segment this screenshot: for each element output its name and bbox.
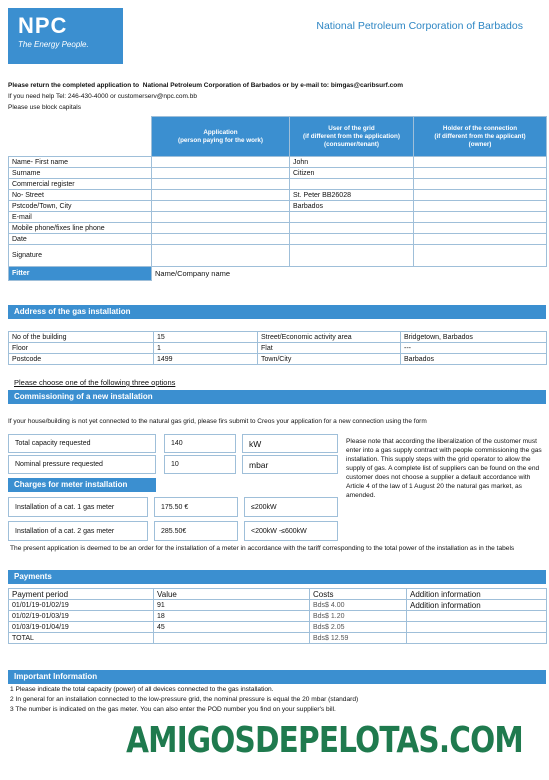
payment-period: TOTAL [9,633,154,644]
address-section-title: Address of the gas installation [8,305,546,319]
field-unit: mbar [242,455,338,474]
application-cell[interactable] [152,190,290,201]
holder-cell[interactable] [414,157,547,168]
address-value[interactable]: 1 [154,343,258,354]
address-label: No of the building [9,332,154,343]
application-cell[interactable] [152,245,290,267]
important-item: 3 The number is indicated on the gas meter. You can also enter the POD number you find on your supplier's bill. [10,706,336,713]
user-cell[interactable]: St. Peter BB26028 [290,190,414,201]
holder-cell[interactable] [414,168,547,179]
applicant-table [8,116,547,281]
important-item: 2 In general for an installation connected to the low-pressure grid, the nominal pressure is equal the 20 mbar (standard) [10,696,359,703]
watermark: AMIGOSDEPELOTAS.COM [126,720,523,761]
payment-info: Addition information [407,600,547,611]
row-label: E-mail [9,212,152,223]
application-cell[interactable] [152,157,290,168]
fitter-row [9,267,547,281]
address-label: Street/Economic activity area [258,332,401,343]
charge-label: Installation of a cat. 2 gas meter [8,521,148,541]
payments-title: Payments [8,570,546,584]
payment-period: 01/02/19-01/03/19 [9,611,154,622]
applicant-row [9,179,547,190]
commissioning-intro: If your house/building is not yet connected to the natural gas grid, please firs submit to Creos your application for a new connection using the form [8,418,427,425]
field-unit: kW [242,434,338,453]
holder-cell[interactable] [414,245,547,267]
row-label: Surname [9,168,152,179]
charge-range: <200kW -≤600kW [244,521,338,541]
help-line: If you need help Tel: 246-430-4000 or customerserv@npc.com.bb [8,93,197,100]
holder-cell[interactable] [414,179,547,190]
field-label: Total capacity requested [8,434,156,453]
address-table [8,331,547,365]
logo-name: NPC [18,13,68,38]
payment-value: 91 [154,600,310,611]
address-value[interactable]: 15 [154,332,258,343]
return-instructions [8,82,403,89]
payments-header-period: Payment period [9,589,154,600]
holder-cell[interactable] [414,234,547,245]
row-label: Mobile phone/fixes line phone [9,223,152,234]
address-row [9,343,547,354]
address-value[interactable]: 1499 [154,354,258,365]
user-cell[interactable] [290,179,414,190]
user-cell[interactable] [290,234,414,245]
field-value[interactable]: 10 [164,455,236,474]
payments-header-info: Addition information [407,589,547,600]
application-cell[interactable] [152,179,290,190]
field-value[interactable]: 140 [164,434,236,453]
payment-info [407,622,547,633]
capitals-note: Please use block capitals [8,104,81,111]
payments-row [9,633,547,644]
applicant-row [9,190,547,201]
user-cell[interactable] [290,212,414,223]
application-cell[interactable] [152,201,290,212]
header-user-of-grid: User of the grid (if different from the application) (consumer/tenant) [290,117,414,157]
application-cell[interactable] [152,223,290,234]
return-prefix: Please return the completed application to [8,82,140,89]
payment-info [407,611,547,622]
header-application: Application (person paying for the work) [152,117,290,157]
address-row [9,354,547,365]
choose-option-text: Please choose one of the following three options [14,378,176,387]
row-label: Date [9,234,152,245]
liberalization-note: Please note that according the liberalization of the customer must enter into a gas supply contract with people commissioning the gas installation. This supply steps with the grid operator to allow the supply of gas. A complete list of suppliers can be found on the end customer does not choose a supplier a default accordance with Article 4 of the law of 1 August 20 the natural gas market, as amended. [346,438,542,499]
applicant-row [9,223,547,234]
applicant-row [9,245,547,267]
important-title: Important Information [8,670,546,684]
holder-cell[interactable] [414,201,547,212]
user-cell[interactable] [290,245,414,267]
organization-name: National Petroleum Corporation of Barbados [316,20,523,32]
payment-cost: Bds$ 12.59 [310,633,407,644]
application-cell[interactable] [152,168,290,179]
application-cell[interactable] [152,212,290,223]
important-item: 1 Please indicate the total capacity (power) of all devices connected to the gas installation. [10,686,274,693]
payments-row [9,600,547,611]
commissioning-title: Commissioning of a new installation [8,390,546,404]
payments-header-costs: Costs [310,589,407,600]
return-org: National Petroleum Corporation of Barbados or by e-mail to: bimgas@caribsurf.com [142,82,403,89]
address-label: Floor [9,343,154,354]
charge-range: ≤200kW [244,497,338,517]
charges-title: Charges for meter installation [8,478,156,492]
field-label: Nominal pressure requested [8,455,156,474]
address-value[interactable]: Bridgetown, Barbados [401,332,547,343]
applicant-row [9,168,547,179]
payment-value: 18 [154,611,310,622]
charge-price: 175.50 € [154,497,238,517]
header-holder: Holder of the connection (if different from the applicant) (owner) [414,117,547,157]
address-label: Postcode [9,354,154,365]
charge-label: Installation of a cat. 1 gas meter [8,497,148,517]
applicant-row [9,201,547,212]
payments-row [9,611,547,622]
holder-cell[interactable] [414,190,547,201]
payments-table [8,588,547,644]
row-label: Commercial register [9,179,152,190]
npc-logo [8,8,123,64]
payment-period: 01/03/19-01/04/19 [9,622,154,633]
payments-header-value: Value [154,589,310,600]
charge-price: 285.50€ [154,521,238,541]
holder-cell[interactable] [414,223,547,234]
row-label: Pstcode/Town, City [9,201,152,212]
row-label: Name- First name [9,157,152,168]
user-cell[interactable]: Citizen [290,168,414,179]
payment-cost: Bds$ 2.05 [310,622,407,633]
payments-row [9,622,547,633]
application-cell[interactable] [152,234,290,245]
applicant-row [9,212,547,223]
address-label: Town/City [258,354,401,365]
applicant-row [9,157,547,168]
address-value[interactable]: Barbados [401,354,547,365]
payment-period: 01/01/19-01/02/19 [9,600,154,611]
row-label: Signature [9,245,152,267]
row-label: No- Street [9,190,152,201]
fitter-value[interactable]: Name/Company name [155,269,231,279]
address-row [9,332,547,343]
payment-cost: Bds$ 1.20 [310,611,407,622]
holder-cell[interactable] [414,212,547,223]
payments-header-row [9,589,547,600]
applicant-header-row [9,117,547,157]
address-value[interactable]: --- [401,343,547,354]
payment-value [154,633,310,644]
payment-value: 45 [154,622,310,633]
fitter-label: Fitter [9,267,152,281]
order-note: The present application is deemed to be an order for the installation of a meter in accordance with the tariff corresponding to the total power of the installation as in the tabels [10,545,515,552]
payment-cost: Bds$ 4.00 [310,600,407,611]
user-cell[interactable] [290,223,414,234]
logo-tagline: The Energy People. [18,40,89,49]
address-label: Flat [258,343,401,354]
user-cell[interactable]: Barbados [290,201,414,212]
user-cell[interactable]: John [290,157,414,168]
payment-info [407,633,547,644]
applicant-row [9,234,547,245]
